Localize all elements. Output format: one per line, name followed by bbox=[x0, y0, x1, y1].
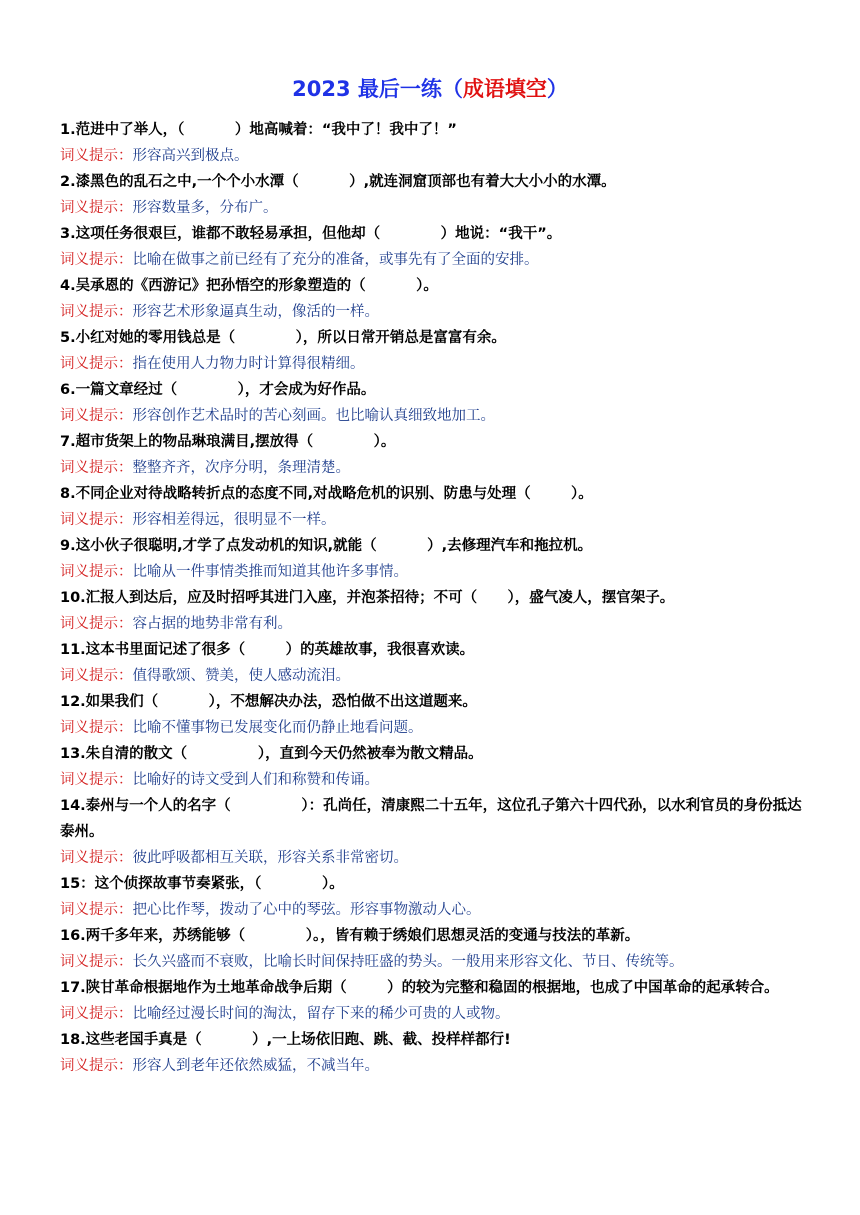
hint-5 bbox=[60, 351, 806, 377]
hint-text: 比喻经过漫长时间的淘汰，留存下来的稀少可贵的人或物。 bbox=[132, 1006, 510, 1022]
question-15: 15：这个侦探故事节奏紧张，（ ）。 bbox=[60, 876, 344, 892]
hint-label: 词义提示： bbox=[60, 720, 133, 736]
question-3: 3.这项任务很艰巨，谁都不敢轻易承担，但他却（ ）地说：“我干”。 bbox=[60, 226, 562, 242]
hint-3 bbox=[60, 247, 806, 273]
exercise-list bbox=[60, 117, 806, 1079]
hint-text: 容占据的地势非常有利。 bbox=[132, 616, 292, 632]
question-16: 16.两千多年来，苏绣能够（ ）。，皆有赖于绣娘们思想灵活的变通与技法的革新。 bbox=[60, 928, 640, 944]
hint-label: 词义提示： bbox=[60, 252, 133, 268]
hint-text: 比喻不懂事物已发展变化而仍静止地看问题。 bbox=[132, 720, 423, 736]
hint-text: 整整齐齐，次序分明，条理清楚。 bbox=[132, 460, 350, 476]
hint-1 bbox=[60, 143, 806, 169]
hint-text: 值得歌颂、赞美，使人感动流泪。 bbox=[132, 668, 350, 684]
hint-label: 词义提示： bbox=[60, 564, 133, 580]
question-6: 6.一篇文章经过（ ），才会成为好作品。 bbox=[60, 382, 376, 398]
hint-label: 词义提示： bbox=[60, 1006, 133, 1022]
question-4: 4.吴承恩的《西游记》把孙悟空的形象塑造的（ ）。 bbox=[60, 278, 438, 294]
hint-label: 词义提示： bbox=[60, 148, 133, 164]
hint-9 bbox=[60, 559, 806, 585]
hint-7 bbox=[60, 455, 806, 481]
hint-2 bbox=[60, 195, 806, 221]
question-1: 1.范进中了举人，（ ）地高喊着：“我中了！我中了！” bbox=[60, 122, 457, 138]
question-12: 12.如果我们（ ），不想解决办法，恐怕做不出这道题来。 bbox=[60, 694, 477, 710]
hint-16 bbox=[60, 949, 806, 975]
hint-text: 比喻好的诗文受到人们和称赞和传诵。 bbox=[132, 772, 379, 788]
question-7: 7.超市货架上的物品琳琅满目,摆放得（ ）。 bbox=[60, 434, 396, 450]
hint-14 bbox=[60, 845, 806, 871]
hint-17 bbox=[60, 1001, 806, 1027]
hint-label: 词义提示： bbox=[60, 902, 133, 918]
hint-text: 比喻从一件事情类推而知道其他许多事情。 bbox=[132, 564, 408, 580]
hint-15 bbox=[60, 897, 806, 923]
hint-label: 词义提示： bbox=[60, 954, 133, 970]
hint-text: 指在使用人力物力时计算得很精细。 bbox=[132, 356, 365, 372]
hint-label: 词义提示： bbox=[60, 512, 133, 528]
hint-label: 词义提示： bbox=[60, 616, 133, 632]
question-11: 11.这本书里面记述了很多（ ）的英雄故事，我很喜欢读。 bbox=[60, 642, 475, 658]
hint-label: 词义提示： bbox=[60, 850, 133, 866]
hint-18 bbox=[60, 1053, 806, 1079]
question-9: 9.这小伙子很聪明,才学了点发动机的知识,就能（ ）,去修理汽车和拖拉机。 bbox=[60, 538, 593, 554]
hint-text: 形容艺术形象逼真生动，像活的一样。 bbox=[132, 304, 379, 320]
hint-label: 词义提示： bbox=[60, 408, 133, 424]
hint-6 bbox=[60, 403, 806, 429]
hint-label: 词义提示： bbox=[60, 356, 133, 372]
hint-text: 形容高兴到极点。 bbox=[132, 148, 249, 164]
title-prefix: 2023 最后一练（ bbox=[292, 77, 463, 101]
hint-text: 形容创作艺术品时的苦心刻画。也比喻认真细致地加工。 bbox=[132, 408, 495, 424]
hint-text: 彼此呼吸都相互关联，形容关系非常密切。 bbox=[132, 850, 408, 866]
hint-label: 词义提示： bbox=[60, 200, 133, 216]
hint-4 bbox=[60, 299, 806, 325]
question-5: 5.小红对她的零用钱总是（ ），所以日常开销总是富富有余。 bbox=[60, 330, 506, 346]
hint-label: 词义提示： bbox=[60, 460, 133, 476]
question-18: 18.这些老国手真是（ ）,一上场依旧跑、跳、截、投样样都行! bbox=[60, 1032, 511, 1048]
question-8: 8.不同企业对待战略转折点的态度不同,对战略危机的识别、防患与处理（ ）。 bbox=[60, 486, 593, 502]
hint-text: 形容数量多，分布广。 bbox=[132, 200, 278, 216]
question-2: 2.漆黑色的乱石之中,一个个小水潭（ ）,就连洞窟顶部也有着大大小小的水潭。 bbox=[60, 174, 616, 190]
hint-label: 词义提示： bbox=[60, 772, 133, 788]
hint-text: 形容人到老年还依然威猛，不减当年。 bbox=[132, 1058, 379, 1074]
hint-text: 长久兴盛而不衰败，比喻长时间保持旺盛的势头。一般用来形容文化、节日、传统等。 bbox=[132, 954, 684, 970]
page-title bbox=[0, 74, 860, 104]
question-14: 14.泰州与一个人的名字（ ）：孔尚任，清康熙二十五年，这位孔子第六十四代孙，以水利官员的身份抵达泰州。 bbox=[60, 798, 802, 840]
hint-12 bbox=[60, 715, 806, 741]
question-17: 17.陕甘革命根据地作为土地革命战争后期（ ）的较为完整和稳固的根据地，也成了中国革命的起承转合。 bbox=[60, 980, 779, 996]
hint-13 bbox=[60, 767, 806, 793]
question-10: 10.汇报人到达后，应及时招呼其进门入座，并泡茶招待；不可（ ），盛气凌人，摆官架子。 bbox=[60, 590, 675, 606]
hint-text: 比喻在做事之前已经有了充分的准备，或事先有了全面的安排。 bbox=[132, 252, 539, 268]
hint-text: 把心比作琴，拨动了心中的琴弦。形容事物激动人心。 bbox=[132, 902, 481, 918]
hint-label: 词义提示： bbox=[60, 1058, 133, 1074]
question-13: 13.朱自清的散文（ ），直到今天仍然被奉为散文精品。 bbox=[60, 746, 483, 762]
hint-11 bbox=[60, 663, 806, 689]
hint-label: 词义提示： bbox=[60, 304, 133, 320]
hint-label: 词义提示： bbox=[60, 668, 133, 684]
hint-10 bbox=[60, 611, 806, 637]
hint-8 bbox=[60, 507, 806, 533]
title-suffix: ） bbox=[546, 77, 568, 101]
hint-text: 形容相差得远，很明显不一样。 bbox=[132, 512, 336, 528]
title-highlight: 成语填空 bbox=[462, 77, 547, 101]
